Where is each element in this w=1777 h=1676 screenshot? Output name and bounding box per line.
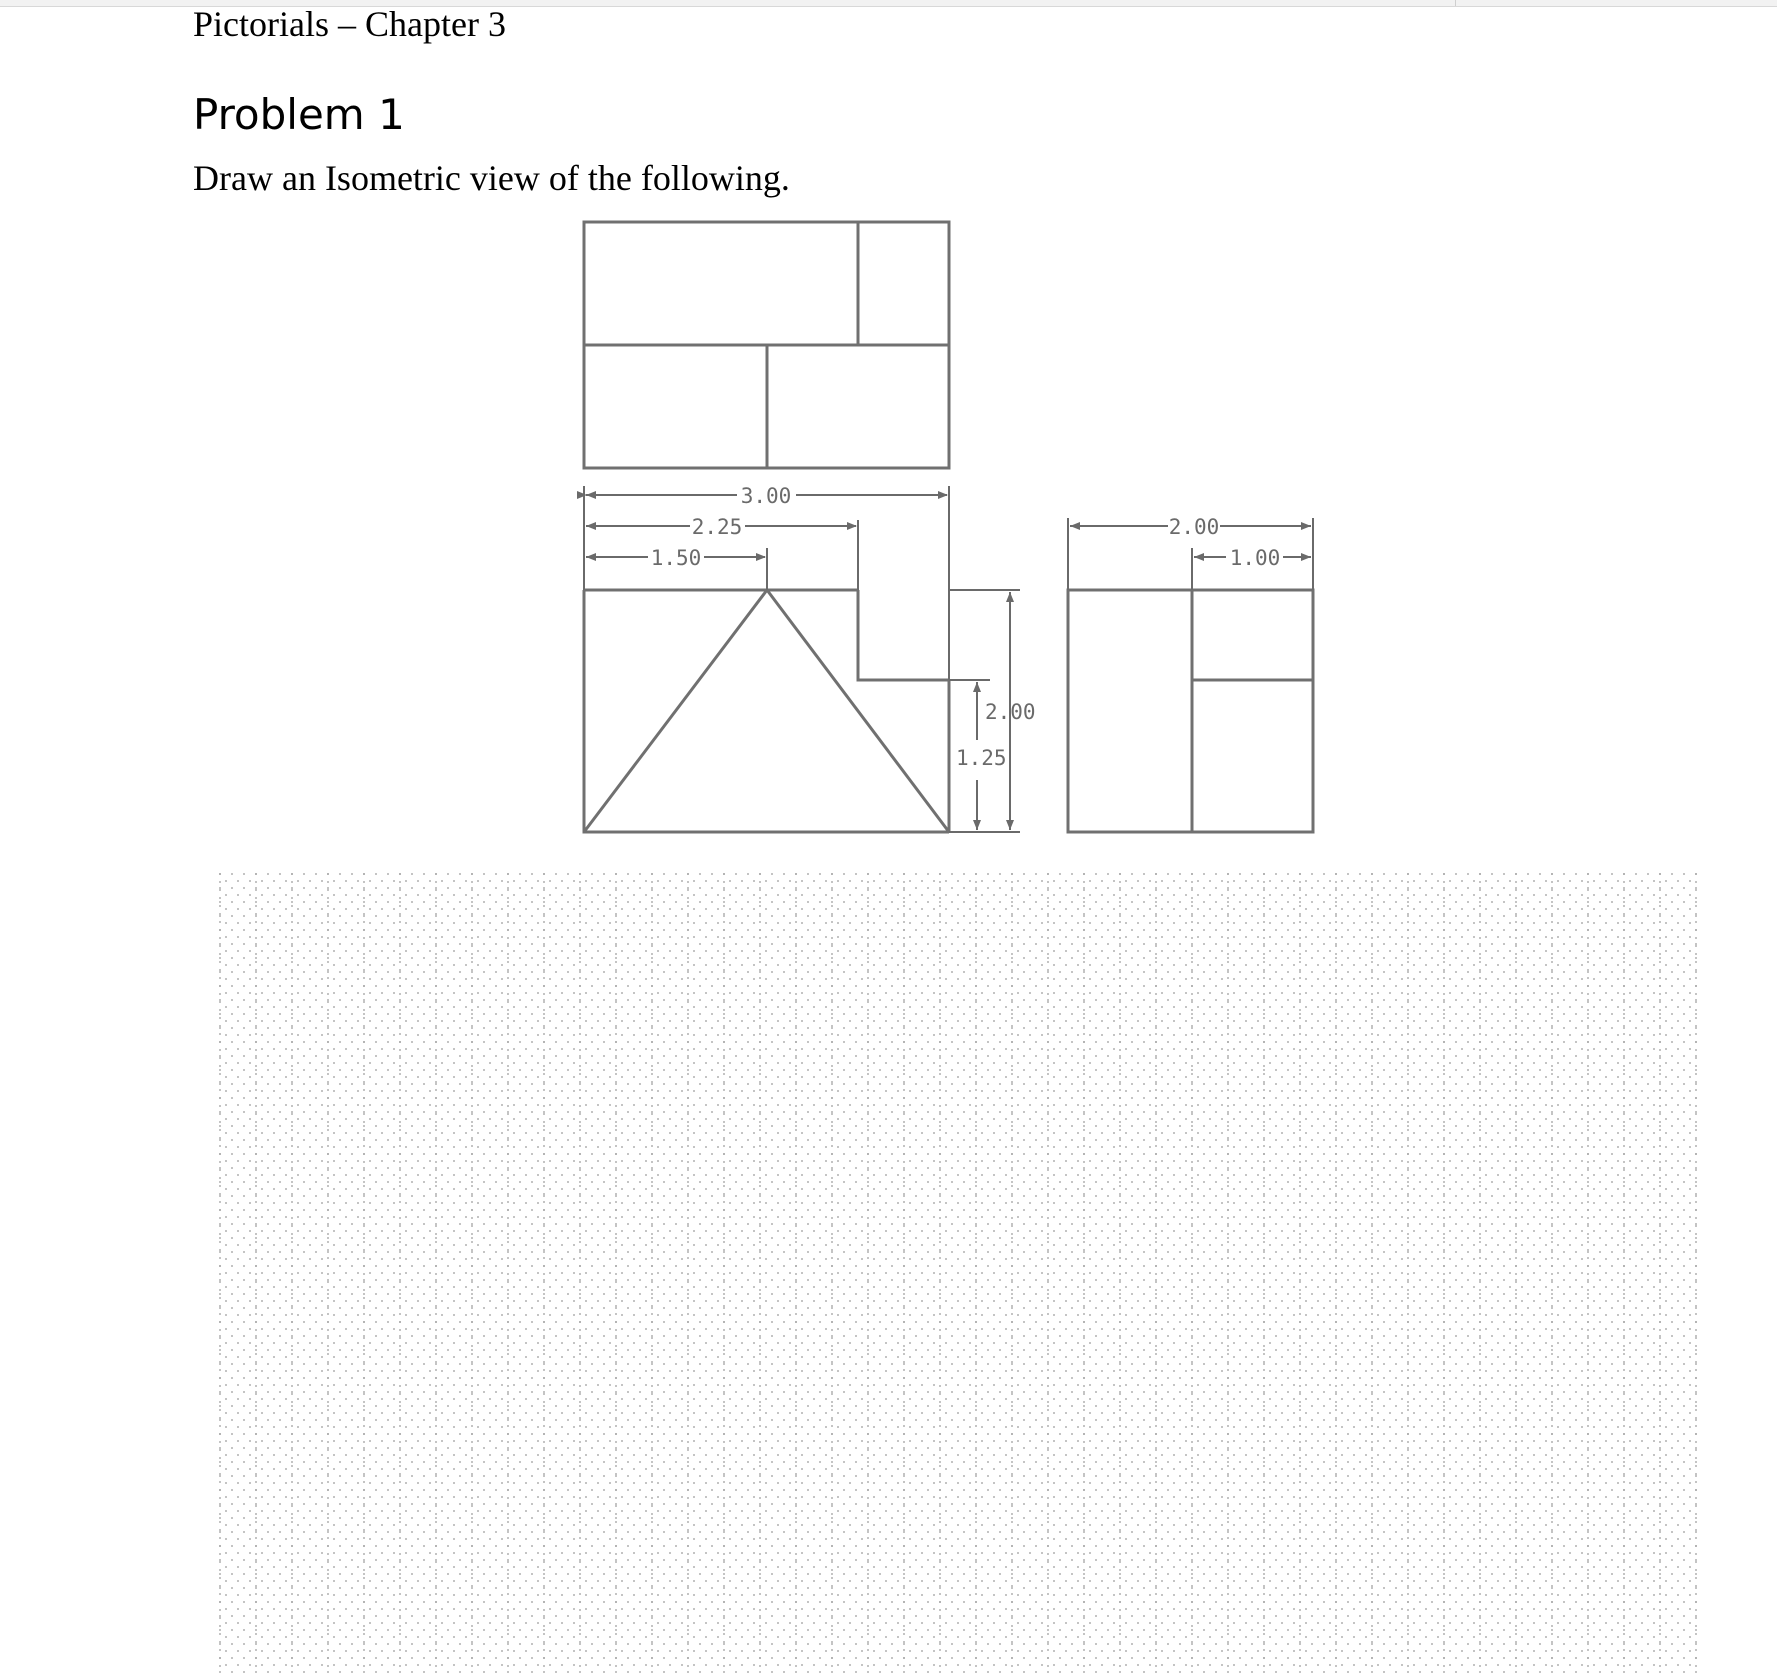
- dim-label-side-inner: 1.00: [1229, 546, 1281, 570]
- side-view: [1068, 590, 1313, 832]
- dim-label-mid-width: 2.25: [691, 515, 743, 539]
- front-view-step: [858, 590, 949, 680]
- dim-label-total-height: 2.00: [985, 700, 1036, 724]
- dim-label-step-height: 1.25: [956, 746, 1007, 770]
- instruction-text: Draw an Isometric view of the following.: [193, 158, 790, 198]
- isometric-dot-grid: [219, 873, 1697, 1673]
- dim-label-apex-width: 1.50: [650, 546, 702, 570]
- front-width-dimensions: [584, 486, 949, 680]
- dim-arrowheads-left: [586, 491, 596, 561]
- dim-label-side-total: 2.00: [1168, 515, 1220, 539]
- page-header: Pictorials – Chapter 3: [193, 4, 506, 44]
- front-view-outline: [584, 590, 949, 832]
- top-view: [584, 222, 949, 468]
- dim-label-total-width: 3.00: [740, 484, 792, 508]
- front-view: [584, 590, 949, 832]
- front-view-slope-left: [584, 590, 767, 832]
- problem-title: Problem 1: [193, 90, 405, 139]
